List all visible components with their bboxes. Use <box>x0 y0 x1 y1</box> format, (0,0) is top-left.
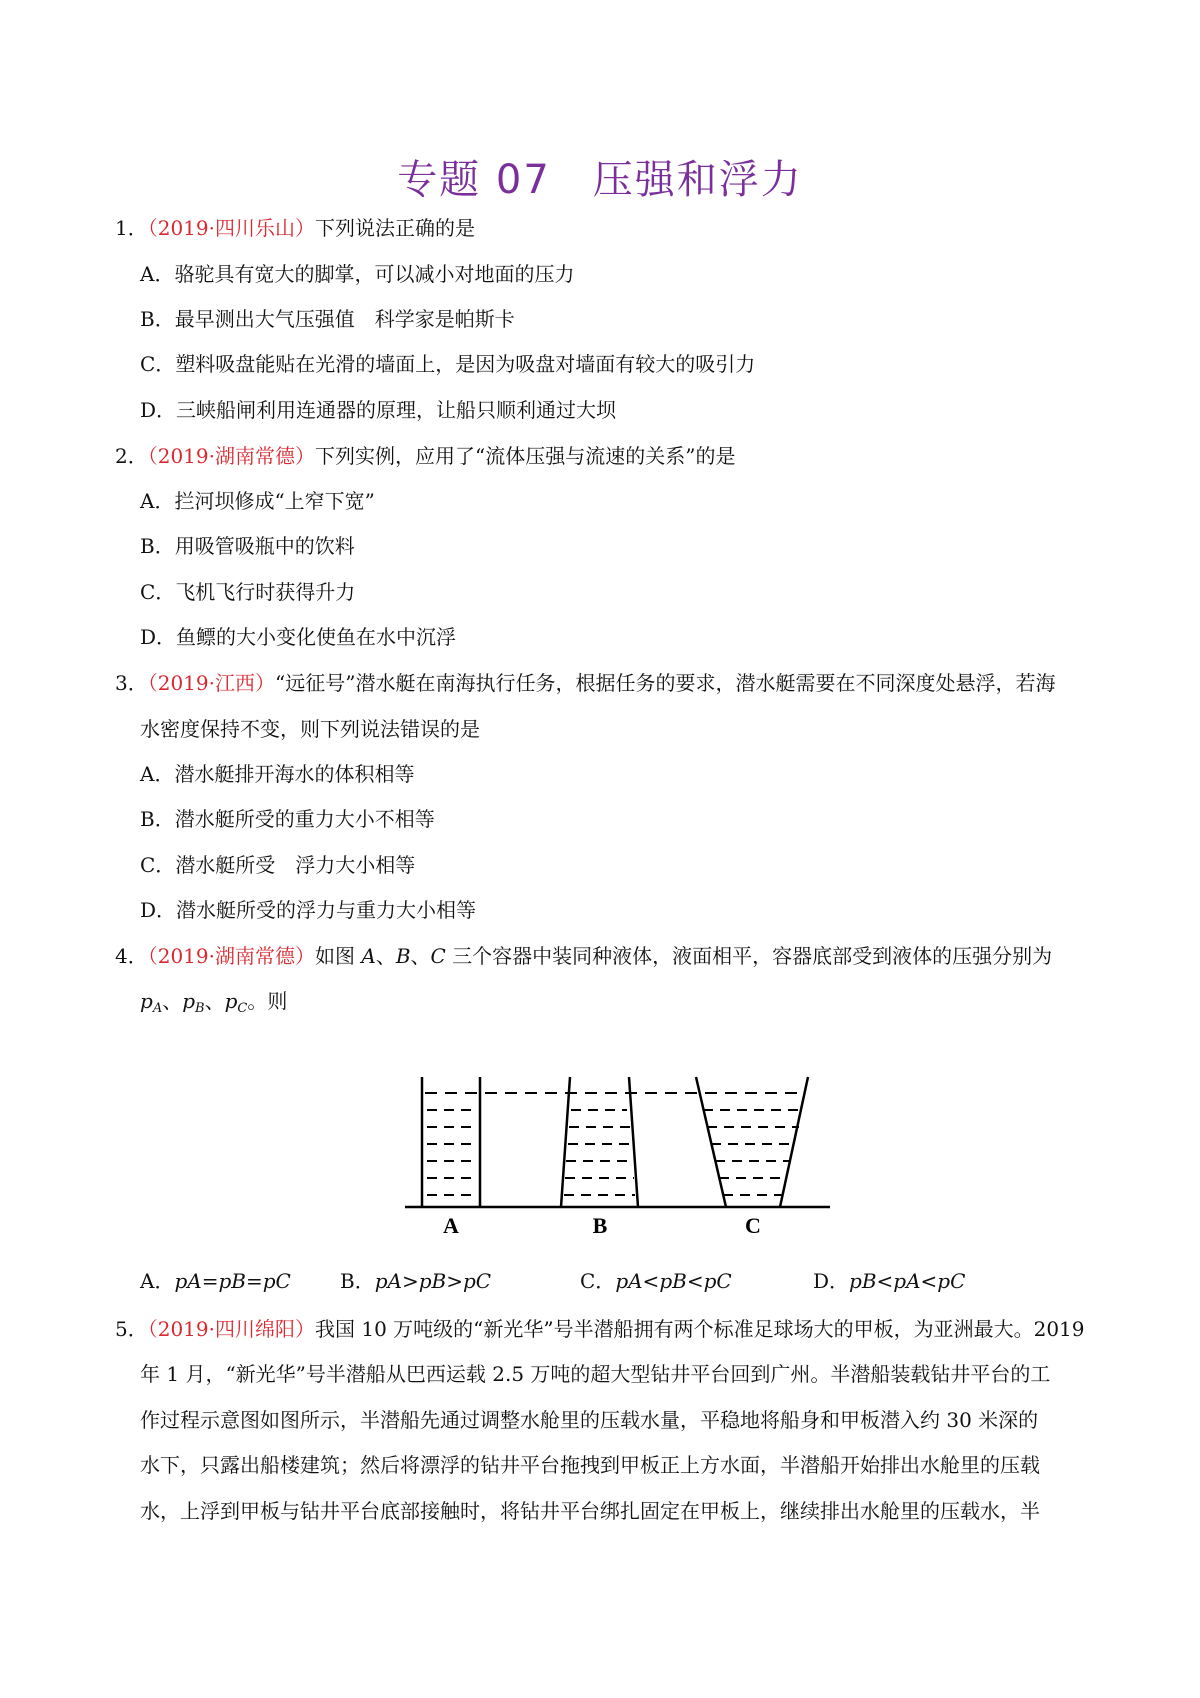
subscript: C <box>237 1001 248 1016</box>
separator: 、 <box>162 989 183 1013</box>
page-title: 专题 07 压强和浮力 <box>397 157 803 203</box>
question-number: 5． <box>115 1317 148 1341</box>
question-5-line: 水，上浮到甲板与钻井平台底部接触时，将钻井平台绑扎固定在甲板上，继续排出水舱里的压载水，半 <box>140 1499 1040 1523</box>
question-text: 下列实例，应用了“流体压强与流速的关系”的是 <box>315 444 736 468</box>
question-text: 。则 <box>247 989 288 1013</box>
question-2-stem <box>115 443 735 469</box>
var-c: C <box>430 944 446 968</box>
question-5-line: 水下，只露出船楼建筑；然后将漂浮的钻井平台拖拽到甲板正上方水面，半潜船开始排出水舱里的压载 <box>140 1453 1040 1477</box>
separator: 、 <box>204 989 225 1013</box>
question-2-option-c <box>140 579 355 605</box>
option-label: D． <box>140 898 177 922</box>
option-text: pA<pB<pC <box>615 1269 732 1293</box>
option-label: B． <box>140 534 175 558</box>
question-source: （2019·四川绵阳） <box>147 1317 315 1341</box>
question-text: 如图 <box>315 944 362 968</box>
container-c-left-wall <box>696 1077 726 1207</box>
question-number: 2． <box>115 444 148 468</box>
option-text: pA=pB=pC <box>174 1269 291 1293</box>
subscript: B <box>195 1001 205 1016</box>
option-text: 潜水艇所受的浮力与重力大小相等 <box>176 898 477 922</box>
question-1-option-d <box>140 397 616 423</box>
option-text: 骆驼具有宽大的脚掌，可以减小对地面的压力 <box>174 262 575 286</box>
option-text: 潜水艇所受的重力大小不相等 <box>174 807 435 831</box>
option-label: B． <box>140 807 175 831</box>
separator: 、 <box>375 944 396 968</box>
question-source: （2019·湖南常德） <box>147 444 315 468</box>
pressure-symbol: p <box>224 989 238 1013</box>
option-label: D． <box>140 398 177 422</box>
question-text: 三个容器中装同种液体，液面相平，容器底部受到液体的压强分别为 <box>445 944 1053 968</box>
question-text: 下列说法正确的是 <box>315 216 475 240</box>
question-1-stem <box>115 215 475 241</box>
option-text: 潜水艇所受 浮力大小相等 <box>175 853 416 877</box>
option-label: C． <box>140 352 176 376</box>
option-label: D． <box>140 625 177 649</box>
question-source: （2019·江西） <box>147 671 275 695</box>
containers-figure <box>405 1065 835 1235</box>
question-4-stem <box>115 943 1052 969</box>
question-2-option-d <box>140 624 456 650</box>
question-source: （2019·四川乐山） <box>147 216 315 240</box>
option-text: 飞机飞行时获得升力 <box>175 580 356 604</box>
option-label: B． <box>340 1269 375 1293</box>
option-text: 潜水艇排开海水的体积相等 <box>174 762 415 786</box>
option-label: A． <box>140 1269 175 1293</box>
var-b: B <box>395 944 411 968</box>
option-label: A． <box>140 262 175 286</box>
subscript: A <box>152 1001 163 1016</box>
question-5-line: 作过程示意图如图所示，半潜船先通过调整水舱里的压载水量，平稳地将船身和甲板潜入约 30 米深的 <box>140 1408 1039 1432</box>
option-label: B． <box>140 307 175 331</box>
container-b-left-wall <box>561 1077 570 1207</box>
question-3-option-c <box>140 852 415 878</box>
question-3-stem-continued: 水密度保持不变，则下列说法错误的是 <box>140 717 480 741</box>
question-1-option-b <box>140 306 515 332</box>
question-source: （2019·湖南常德） <box>147 944 315 968</box>
answer-b <box>340 1265 491 1294</box>
label-c: C <box>745 1213 761 1235</box>
option-text: 三峡船闸利用连通器的原理，让船只顺利通过大坝 <box>176 398 617 422</box>
label-a: A <box>443 1213 459 1235</box>
label-b: B <box>592 1213 608 1235</box>
question-5-stem <box>115 1316 1085 1342</box>
question-3-option-d <box>140 897 476 923</box>
question-3-stem <box>115 670 1055 696</box>
option-text: 最早测出大气压强值 科学家是帕斯卡 <box>174 307 515 331</box>
answer-a <box>140 1265 291 1294</box>
answer-c <box>580 1265 732 1294</box>
option-text: 鱼鳔的大小变化使鱼在水中沉浮 <box>176 625 457 649</box>
option-text: 拦河坝修成“上窄下宽” <box>174 489 375 513</box>
question-3-option-b <box>140 806 435 832</box>
option-text: pA>pB>pC <box>374 1269 492 1293</box>
question-2-option-b <box>140 533 355 559</box>
container-b-right-wall <box>629 1077 638 1207</box>
option-label: A． <box>140 489 175 513</box>
var-a: A <box>361 944 376 968</box>
question-number: 3． <box>115 671 148 695</box>
option-label: C． <box>140 580 176 604</box>
liquid-hatching <box>427 1110 803 1195</box>
option-label: C． <box>580 1269 616 1293</box>
pressure-symbol: p <box>182 989 196 1013</box>
option-text: pB<pA<pC <box>849 1269 966 1293</box>
question-1-option-c <box>140 351 755 377</box>
question-5-line: 年 1 月，“新光华”号半潜船从巴西运载 2.5 万吨的超大型钻井平台回到广州。半潜船装载钻井平台的工 <box>140 1362 1051 1386</box>
question-text: 我国 10 万吨级的“新光华”号半潜船拥有两个标准足球场大的甲板，为亚洲最大。2019 <box>315 1317 1085 1341</box>
option-text: 塑料吸盘能贴在光滑的墙面上，是因为吸盘对墙面有较大的吸引力 <box>175 352 756 376</box>
question-text: “远征号”潜水艇在南海执行任务，根据任务的要求，潜水艇需要在不同深度处悬浮，若海 <box>275 671 1056 695</box>
container-c-right-wall <box>780 1077 808 1207</box>
question-number: 4． <box>115 944 148 968</box>
option-text: 用吸管吸瓶中的饮料 <box>174 534 355 558</box>
option-label: A． <box>140 762 175 786</box>
option-label: D． <box>813 1269 850 1293</box>
question-number: 1． <box>115 216 148 240</box>
question-3-option-a <box>140 761 414 787</box>
pressure-symbol: p <box>140 989 153 1013</box>
separator: 、 <box>410 944 431 968</box>
question-1-option-a <box>140 261 574 287</box>
option-label: C． <box>140 853 176 877</box>
question-2-option-a <box>140 488 375 514</box>
question-4-stem-continued <box>140 988 287 1022</box>
answer-d <box>813 1265 965 1294</box>
